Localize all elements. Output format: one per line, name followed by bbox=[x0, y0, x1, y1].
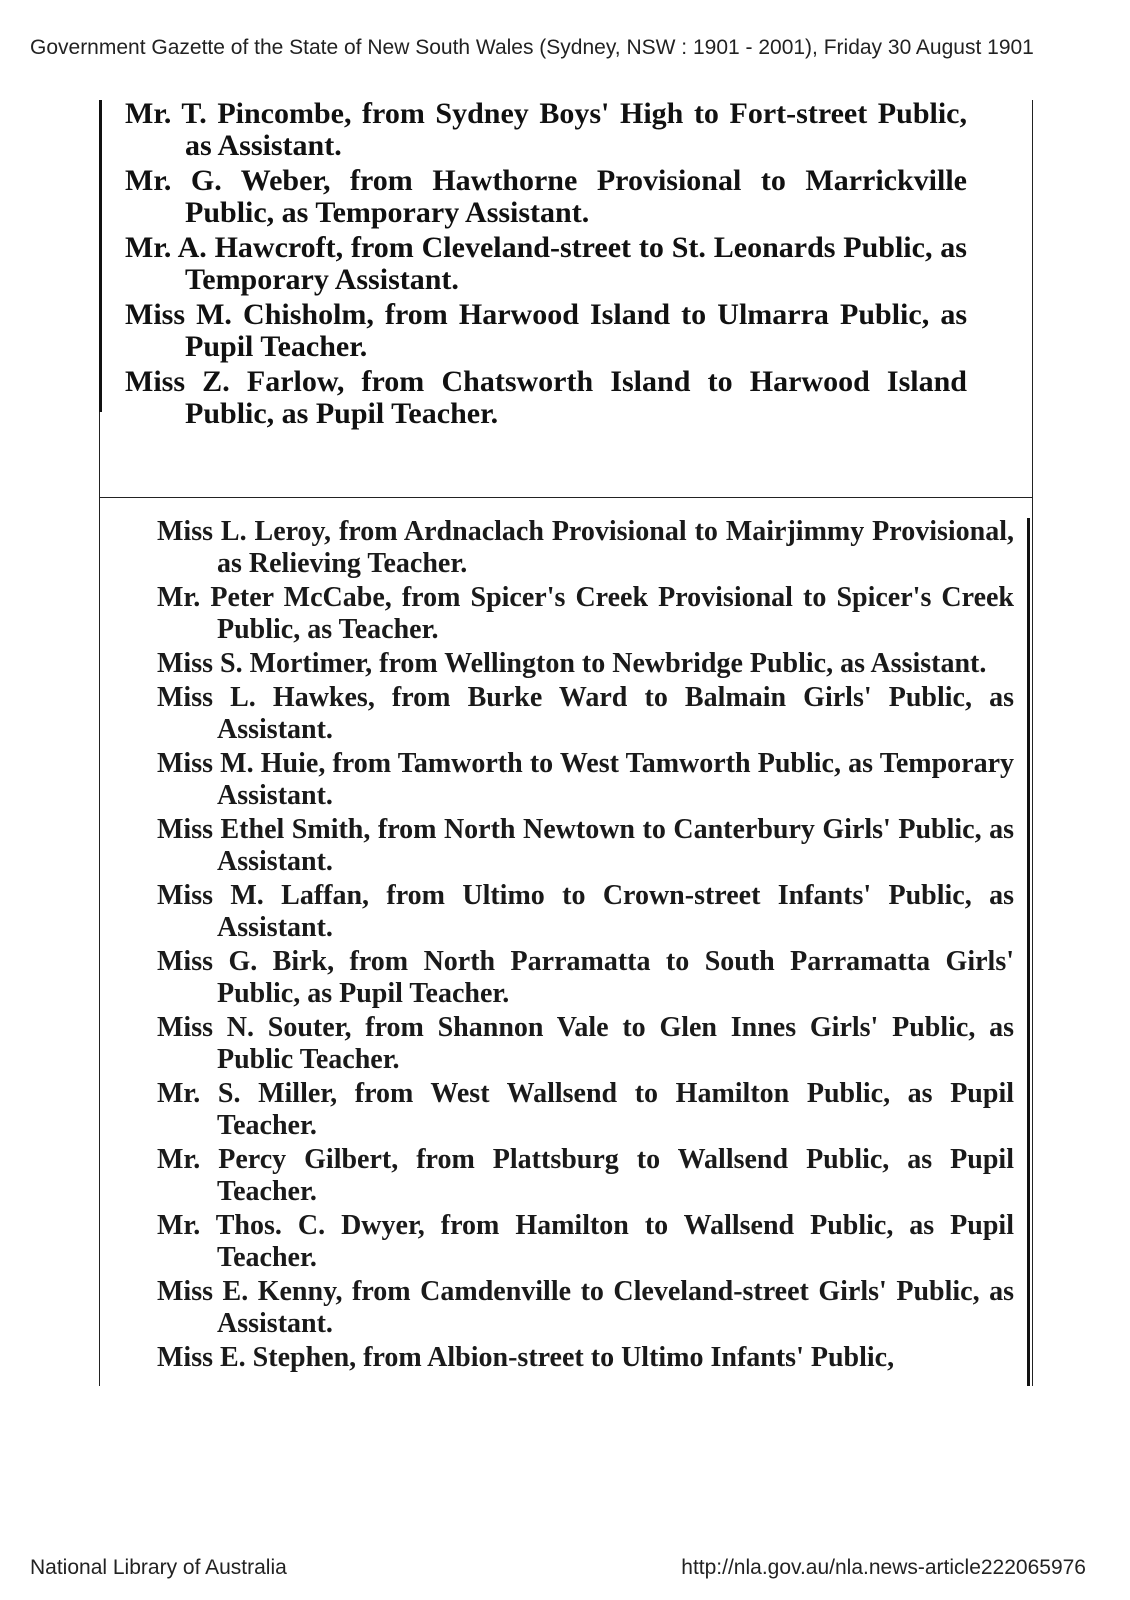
appointment-entry: Miss E. Stephen, from Albion-street to Ultimo Infants' Public, bbox=[157, 1342, 895, 1373]
clipping-top-entries bbox=[125, 98, 967, 433]
appointment-entry: Miss N. Souter, from Shannon Vale to Glen Innes Girls' Public, as Public Teacher. bbox=[157, 1012, 1014, 1075]
appointment-entry: Miss Ethel Smith, from North Newtown to Canterbury Girls' Public, as Assistant. bbox=[157, 814, 1014, 877]
appointment-entry: Miss L. Leroy, from Ardnaclach Provisional to Mairjimmy Provisional, as Relieving Teacher. bbox=[157, 516, 1014, 579]
footer-source: National Library of Australia bbox=[30, 1556, 287, 1579]
appointment-entry: Mr. Percy Gilbert, from Plattsburg to Wallsend Public, as Pupil Teacher. bbox=[157, 1144, 1014, 1207]
appointment-entry: Miss M. Laffan, from Ultimo to Crown-street Infants' Public, as Assistant. bbox=[157, 880, 1014, 943]
appointment-entry: Miss S. Mortimer, from Wellington to Newbridge Public, as Assistant. bbox=[157, 648, 987, 679]
footer-article-link[interactable]: http://nla.gov.au/nla.news-article222065976 bbox=[681, 1556, 1086, 1579]
appointment-entry: Mr. A. Hawcroft, from Cleveland-street to St. Leonards Public, as Temporary Assistant. bbox=[125, 231, 967, 296]
appointment-entry: Miss M. Chisholm, from Harwood Island to Ulmarra Public, as Pupil Teacher. bbox=[125, 298, 967, 363]
appointment-entry: Mr. G. Weber, from Hawthorne Provisional to Marrickville Public, as Temporary Assistant. bbox=[125, 164, 967, 229]
appointment-entry: Miss E. Kenny, from Camdenville to Cleveland-street Girls' Public, as Assistant. bbox=[157, 1276, 1014, 1339]
clipping-top-column-rule bbox=[99, 100, 102, 412]
appointment-entry: Mr. Peter McCabe, from Spicer's Creek Provisional to Spicer's Creek Public, as Teacher. bbox=[157, 582, 1014, 645]
appointment-entry: Mr. S. Miller, from West Wallsend to Hamilton Public, as Pupil Teacher. bbox=[157, 1078, 1014, 1141]
appointment-entry: Miss Z. Farlow, from Chatsworth Island to Harwood Island Public, as Pupil Teacher. bbox=[125, 365, 967, 430]
gazette-citation-header: Government Gazette of the State of New South Wales (Sydney, NSW : 1901 - 2001), Friday 30 August 1901 bbox=[30, 36, 1034, 59]
appointment-entry: Mr. T. Pincombe, from Sydney Boys' High to Fort-street Public, as Assistant. bbox=[125, 97, 967, 162]
clipping-bottom-entries bbox=[157, 516, 1014, 1376]
appointment-entry: Miss G. Birk, from North Parramatta to South Parramatta Girls' Public, as Pupil Teacher. bbox=[157, 946, 1014, 1009]
clipping-bottom-column-rule bbox=[1027, 518, 1030, 1386]
appointment-entry: Miss M. Huie, from Tamworth to West Tamworth Public, as Temporary Assistant. bbox=[157, 748, 1014, 811]
appointment-entry: Mr. Thos. C. Dwyer, from Hamilton to Wallsend Public, as Pupil Teacher. bbox=[157, 1210, 1014, 1273]
appointment-entry: Miss L. Hawkes, from Burke Ward to Balmain Girls' Public, as Assistant. bbox=[157, 682, 1014, 745]
